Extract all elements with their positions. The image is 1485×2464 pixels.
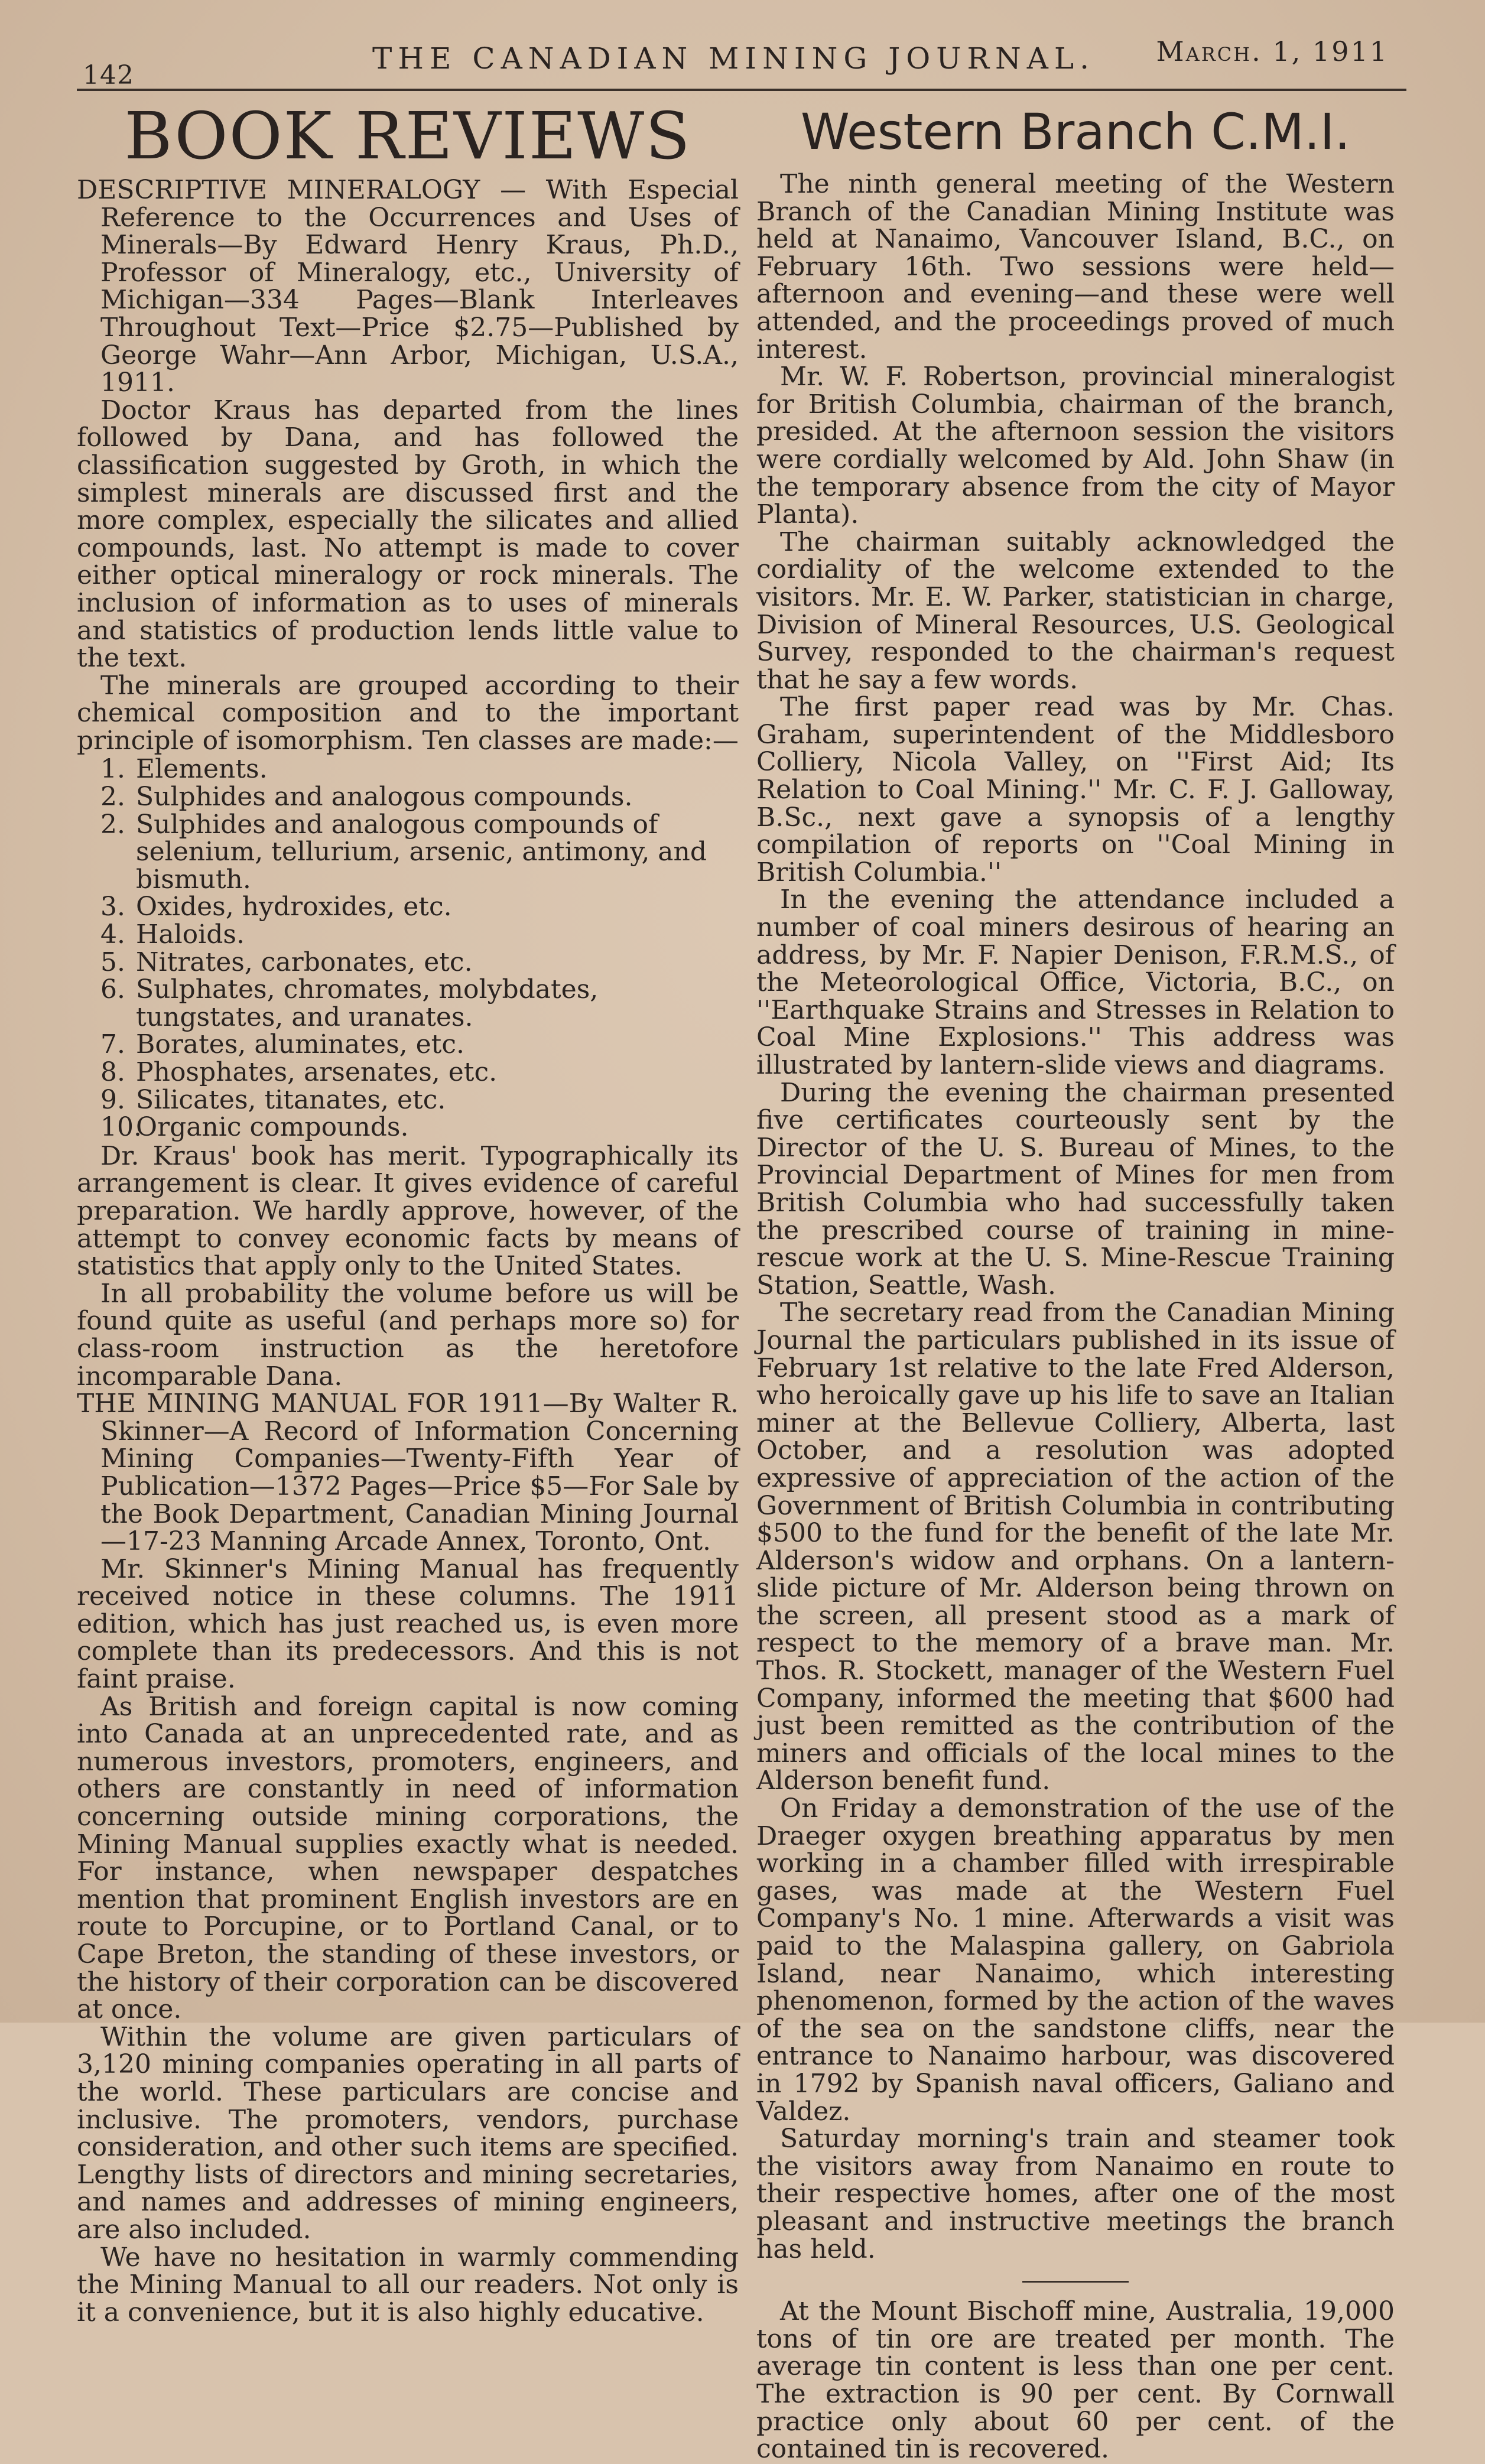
book-reviews-title: BOOK REVIEWS — [124, 98, 691, 174]
page-number: 142 — [83, 60, 134, 90]
list-item: 2. Sulphides and analogous compounds. — [100, 782, 633, 812]
review-paragraph: As British and foreign capital is now coming into Canada at an unprecedented rate, and as numerous investors, promoters, engineers, and others are constantly in need of information concerning outside mining corporations, the Mining Manual supplies exactly what is needed. For instance, when newspaper despatches mention that prominent English investors are en route to Porcupine, or to Portland Canal, or to Cape Breton, the standing of these investors, or the history of their corporation can be discovered at once. — [77, 1691, 739, 2025]
list-item: 10.Organic compounds. — [100, 1112, 409, 1143]
list-item: 8. Phosphates, arsenates, etc. — [100, 1057, 498, 1087]
review-paragraph: Doctor Kraus has departed from the lines followed by Dana, and has followed the classification suggested by Groth, in which the simplest minerals are discussed first and the more complex, especially the silicates and allied compounds, last. No attempt is made to cover either optical mineralogy or rock minerals. The inclusion of information as to uses of minerals and statistics of production lends little value to the text. — [77, 395, 739, 674]
list-item: 4. Haloids. — [100, 919, 245, 950]
article-paragraph: The ninth general meeting of the Western Branch of the Canadian Mining Institute was held at Nanaimo, Vancouver Island, B.C., on February 16th. Two sessions were held—afternoon and evening—and these were well attended, and the proceedings proved of much interest. — [756, 169, 1395, 365]
review-paragraph: Within the volume are given particulars of 3,120 mining companies operating in all parts of the world. These particulars are concise and inclusive. The promoters, vendors, purchase consideration, and other such items are specified. Lengthy lists of directors and mining secretaries, and names and addresses of mining engineers, are also included. — [77, 2021, 739, 2245]
list-item: 3. Oxides, hydroxides, etc. — [100, 892, 452, 922]
mineral-classes-list — [77, 756, 739, 1141]
issue-date: March. 1, 1911 — [1156, 35, 1389, 67]
review-paragraph: The minerals are grouped according to their chemical composition and to the important principle of isomorphism. Ten classes are made:— — [77, 670, 739, 756]
right-column — [756, 103, 1395, 2463]
left-column — [77, 98, 739, 2328]
review-paragraph: Mr. Skinner's Mining Manual has frequently received notice in these columns. The 1911 edition, which has just reached us, is even more complete than its predecessors. And this is not faint praise. — [77, 1553, 739, 1695]
article-paragraph: The first paper read was by Mr. Chas. Graham, superintendent of the Middlesboro Colliery, Nicola Valley, on ''First Aid; Its Relation to Coal Mining.'' Mr. C. F. J. Galloway, B.Sc., next gave a synopsis of a lengthy compilation of reports on ''Coal Mining in British Columbia.'' — [756, 692, 1395, 888]
article-paragraph: Mr. W. F. Robertson, provincial mineralogist for British Columbia, chairman of the branch, presided. At the afternoon session the visitors were cordially welcomed by Ald. John Shaw (in the temporary absence from the city of Mayor Planta). — [756, 362, 1395, 530]
page-header — [77, 35, 1406, 91]
list-item: 9. Silicates, titanates, etc. — [100, 1084, 446, 1115]
review-paragraph: We have no hesitation in warmly commending the Mining Manual to all our readers. Not only is it a convenience, but it is also highly educative. — [77, 2242, 739, 2328]
article-paragraph: The chairman suitably acknowledged the cordiality of the welcome extended to the visitors. Mr. E. W. Parker, statistician in charge, Division of Mineral Resources, U.S. Geological Survey, responded to the chairman's request that he say a few words. — [756, 526, 1395, 695]
review-paragraph: Dr. Kraus' book has merit. Typographically its arrangement is clear. It gives evidence of careful preparation. We hardly approve, however, of the attempt to convey economic facts by means of statistics that apply only to the United States. — [77, 1140, 739, 1282]
review-heading-mineralogy: DESCRIPTIVE MINERALOGY — With Especial Reference to the Occurrences and Uses of Minerals—By Edward Henry Kraus, Ph.D., Professor of Mineralogy, etc., University of Michigan—334 Pages—Blank Interleaves Throughout Text—Price $2.75—Published by George Wahr—Ann Arbor, Michigan, U.S.A., 1911. — [77, 175, 739, 398]
article-paragraph: During the evening the chairman presented five certificates courteously sent by the Director of the U. S. Bureau of Mines, to the Provincial Department of Mines for men from British Columbia who had successfully taken the prescribed course of training in mine-rescue work at the U. S. Mine-Rescue Training Station, Seattle, Wash. — [756, 1077, 1395, 1301]
article-paragraph: The secretary read from the Canadian Mining Journal the particulars published in its issue of February 1st relative to the late Fred Alderson, who heroically gave up his life to save an Italian miner at the Bellevue Colliery, Alberta, last October, and a resolution was adopted expressive of appreciation of the action of the Government of British Columbia in contributing $500 to the fund for the benefit of the late Mr. Alderson's widow and orphans. On a lantern-slide picture of Mr. Alderson being thrown on the screen, all present stood as a mark of respect to the memory of a brave man. Mr. Thos. R. Stockett, manager of the Western Fuel Company, informed the meeting that $600 had just been remitted as the contribution of the miners and officials of the local mines to the Alderson benefit fund. — [756, 1298, 1395, 1796]
review-paragraph: In all probability the volume before us will be found quite as useful (and perhaps more so) for class-room instruction as the heretofore incomparable Dana. — [77, 1278, 739, 1392]
list-item: 7. Borates, aluminates, etc. — [100, 1029, 464, 1060]
journal-title: THE CANADIAN MINING JOURNAL. — [372, 41, 1095, 76]
list-item: 2. Sulphides and analogous compounds of selenium, tellurium, arsenic, antimony, and bismuth. — [100, 809, 707, 895]
mount-bischoff-note: At the Mount Bischoff mine, Australia, 19,000 tons of tin ore are treated per month. The average tin content is less than one per cent. The extraction is 90 per cent. By Cornwall practice only about 60 per cent. of the contained tin is recovered. — [756, 2296, 1395, 2464]
article-paragraph: On Friday a demonstration of the use of the Draeger oxygen breathing apparatus by men working in a chamber filled with irrespirable gases, was made at the Western Fuel Company's No. 1 mine. Afterwards a visit was paid to the Malaspina gallery, on Gabriola Island, near Nanaimo, which interesting phenomenon, formed by the action of the waves of the sea on the sandstone cliffs, near the entrance to Nanaimo harbour, was discovered in 1792 by Spanish naval officers, Galiano and Valdez. — [756, 1793, 1395, 2127]
western-branch-title: Western Branch C.M.I. — [800, 103, 1351, 161]
article-paragraph: In the evening the attendance included a number of coal miners desirous of hearing an address, by Mr. F. Napier Denison, F.R.M.S., of the Meteorological Office, Victoria, B.C., on ''Earthquake Strains and Stresses in Relation to Coal Mine Explosions.'' This address was illustrated by lantern-slide views and diagrams. — [756, 885, 1395, 1080]
article-paragraph: Saturday morning's train and steamer took the visitors away from Nanaimo en route to their respective homes, after one of the most pleasant and instructive meetings the branch has held. — [756, 2124, 1395, 2264]
list-item: 5. Nitrates, carbonates, etc. — [100, 947, 473, 977]
list-item: 6. Sulphates, chromates, molybdates, tungstates, and uranates. — [100, 974, 599, 1032]
review-heading-mining-manual: THE MINING MANUAL FOR 1911—By Walter R. Skinner—A Record of Information Concerning Mining Companies—Twenty-Fifth Year of Publication—1372 Pages—Price $5—For Sale by the Book Department, Canadian Mining Journal—17-23 Manning Arcade Annex, Toronto, Ont. — [77, 1389, 739, 1557]
section-divider — [1022, 2281, 1129, 2283]
list-item: 1. Elements. — [100, 754, 268, 785]
